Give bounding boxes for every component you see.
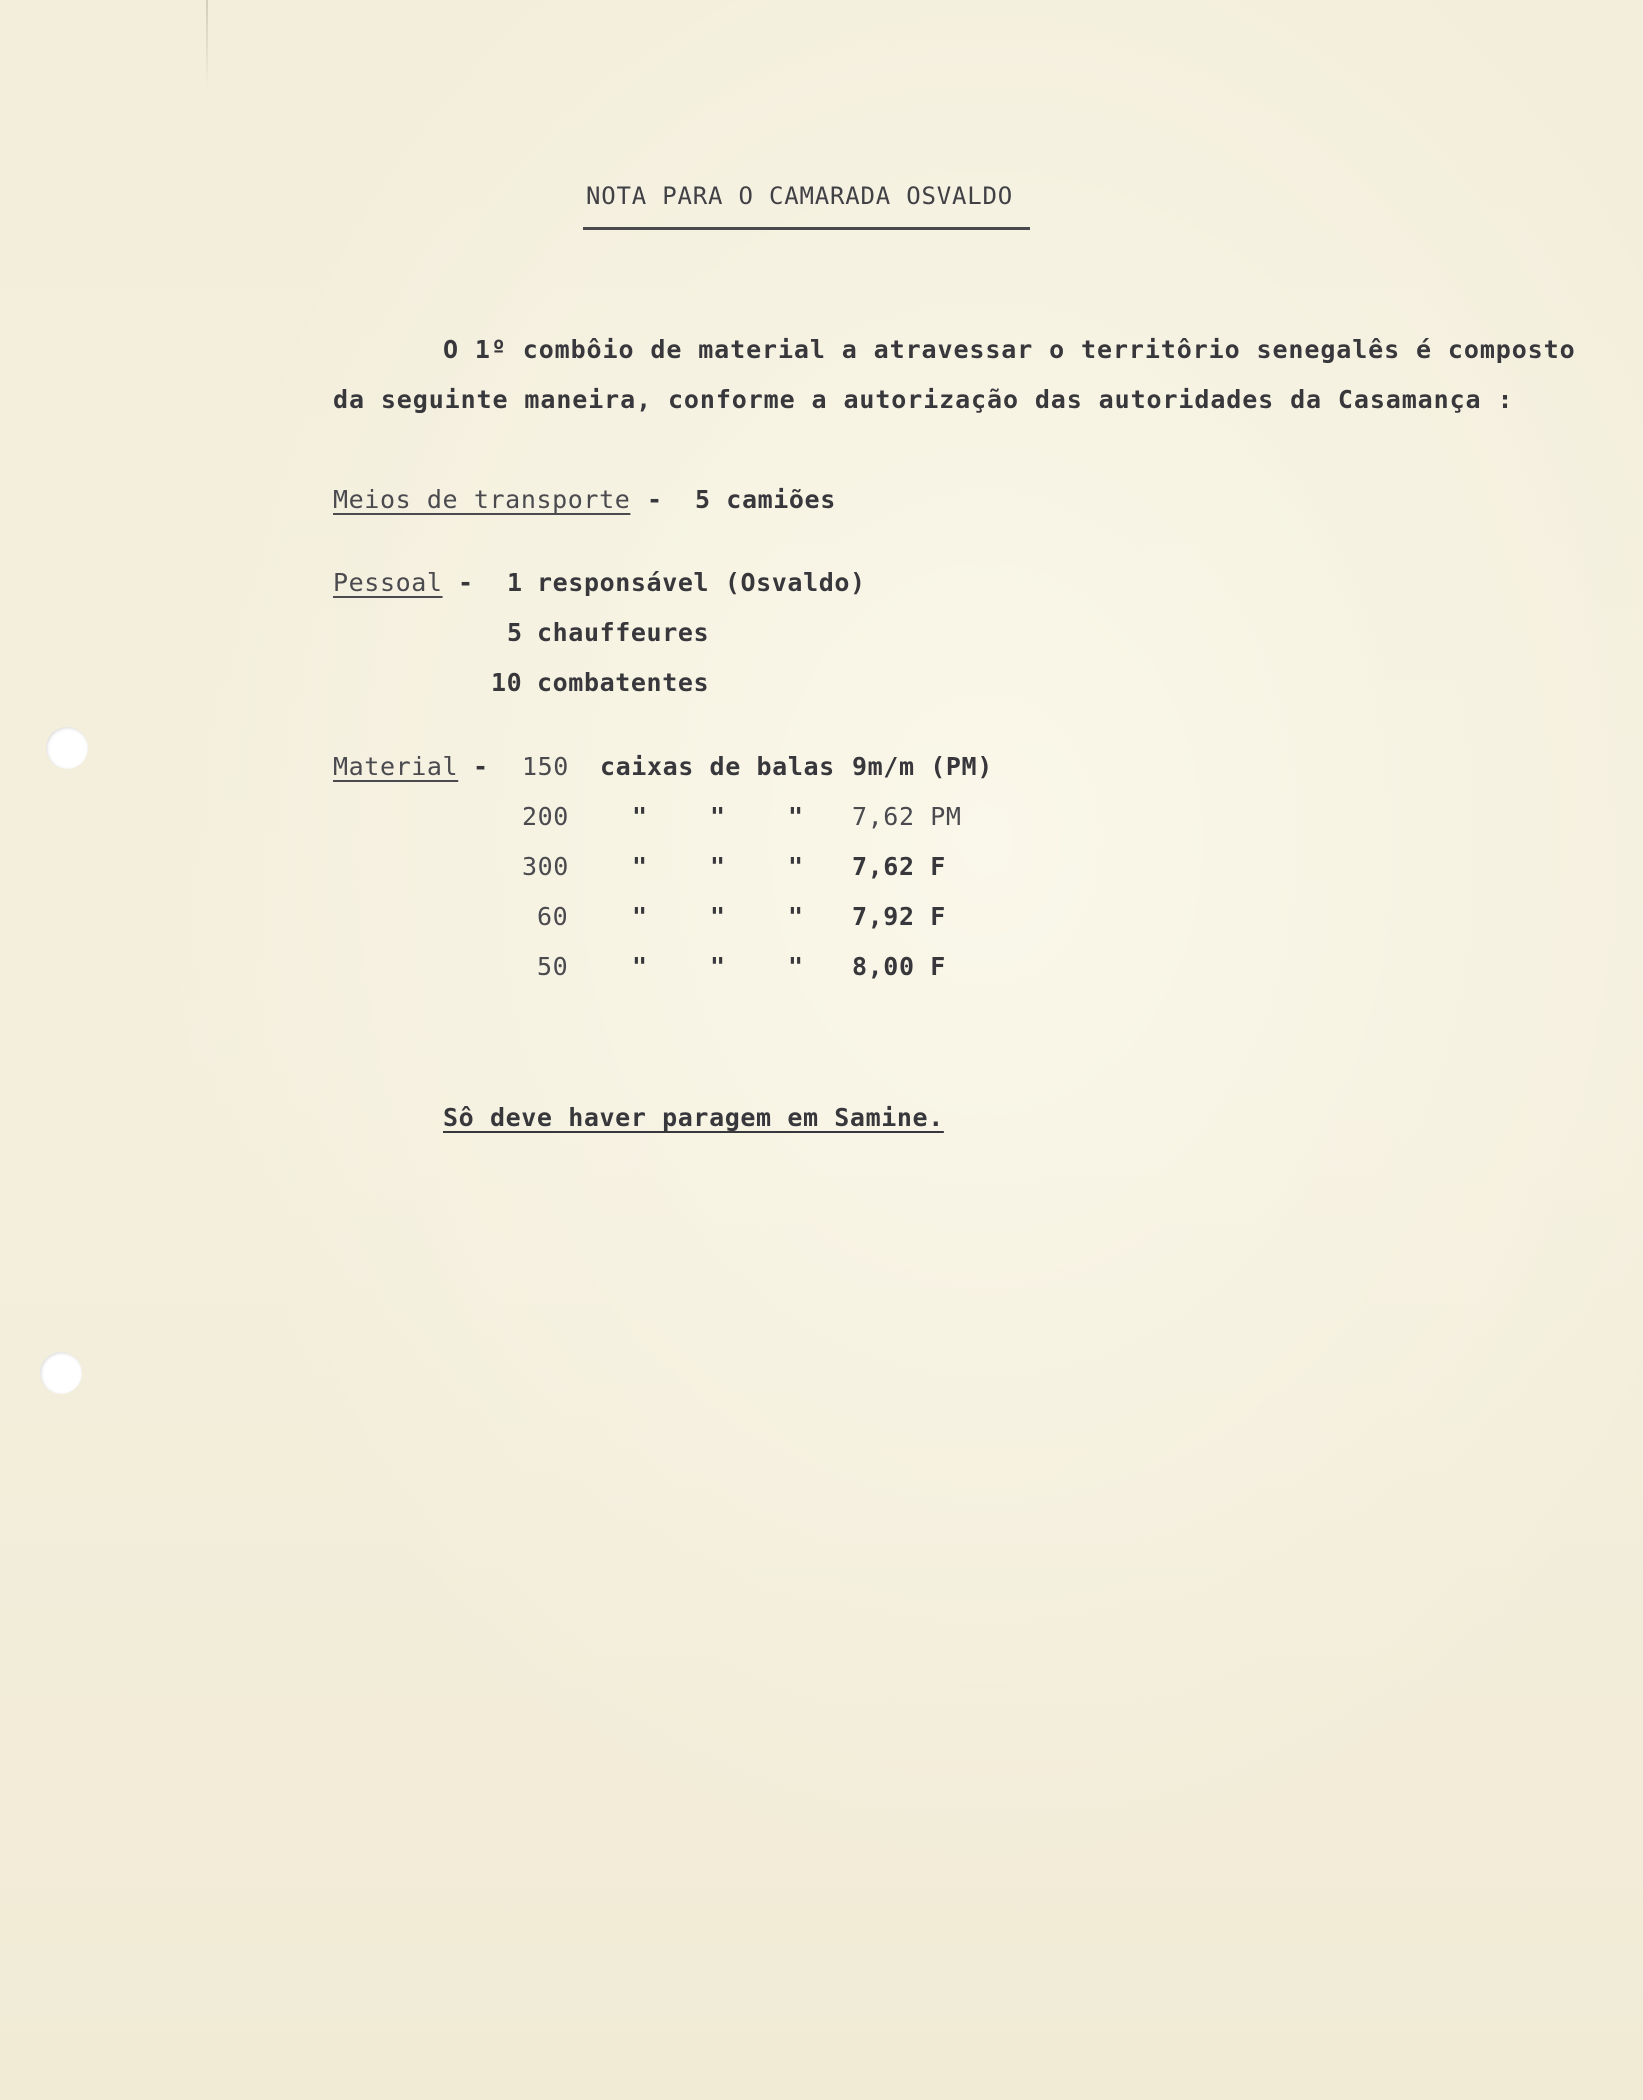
- punch-hole-bottom: [40, 1352, 82, 1394]
- ditto-mark: ": [710, 802, 726, 831]
- title-underline: [583, 227, 1030, 230]
- ditto-mark: ": [788, 952, 804, 981]
- ditto-mark: ": [788, 852, 804, 881]
- ditto-mark: ": [632, 802, 648, 831]
- punch-hole-top: [46, 727, 88, 769]
- closing-note: Sô deve haver paragem em Samine.: [443, 1103, 944, 1132]
- material-qty-3: 300: [522, 852, 569, 881]
- material-spec-2: 7,62 PM: [852, 802, 962, 831]
- material-qty-1: 150: [522, 752, 569, 781]
- transport-dash: -: [647, 485, 663, 514]
- personnel-desc-3: combatentes: [537, 668, 710, 697]
- personnel-qty-3: 10: [491, 668, 523, 697]
- material-qty-4: 60: [537, 902, 569, 931]
- intro-line-2: da seguinte maneira, conforme a autorização das autoridades da Casamança :: [333, 385, 1514, 414]
- material-spec-3: 7,62 F: [852, 852, 946, 881]
- ditto-mark: ": [632, 902, 648, 931]
- personnel-desc-1: responsável (Osvaldo): [537, 568, 866, 597]
- ditto-mark: ": [632, 952, 648, 981]
- material-spec-5: 8,00 F: [852, 952, 946, 981]
- personnel-dash: -: [458, 568, 474, 597]
- ditto-mark: ": [788, 802, 804, 831]
- document-title: NOTA PARA O CAMARADA OSVALDO: [586, 182, 1013, 210]
- ditto-mark: ": [632, 852, 648, 881]
- transport-value: 5 camiões: [695, 485, 836, 514]
- material-qty-5: 50: [537, 952, 569, 981]
- material-label: Material: [333, 752, 459, 781]
- ditto-mark: ": [788, 902, 804, 931]
- material-dash: -: [473, 752, 489, 781]
- material-desc-1: caixas de balas: [600, 752, 835, 781]
- material-spec-1: 9m/m (PM): [852, 752, 993, 781]
- ditto-mark: ": [710, 952, 726, 981]
- material-spec-4: 7,92 F: [852, 902, 946, 931]
- ditto-mark: ": [710, 902, 726, 931]
- ditto-mark: ": [710, 852, 726, 881]
- material-qty-2: 200: [522, 802, 569, 831]
- personnel-desc-2: chauffeures: [537, 618, 710, 647]
- intro-line-1: O 1º combôio de material a atravessar o territôrio senegalês é composto: [443, 335, 1576, 364]
- personnel-qty-1: 1: [507, 568, 523, 597]
- personnel-qty-2: 5: [507, 618, 523, 647]
- paper-fold-mark: [206, 0, 208, 90]
- transport-label: Meios de transporte: [333, 485, 631, 514]
- personnel-label: Pessoal: [333, 568, 443, 597]
